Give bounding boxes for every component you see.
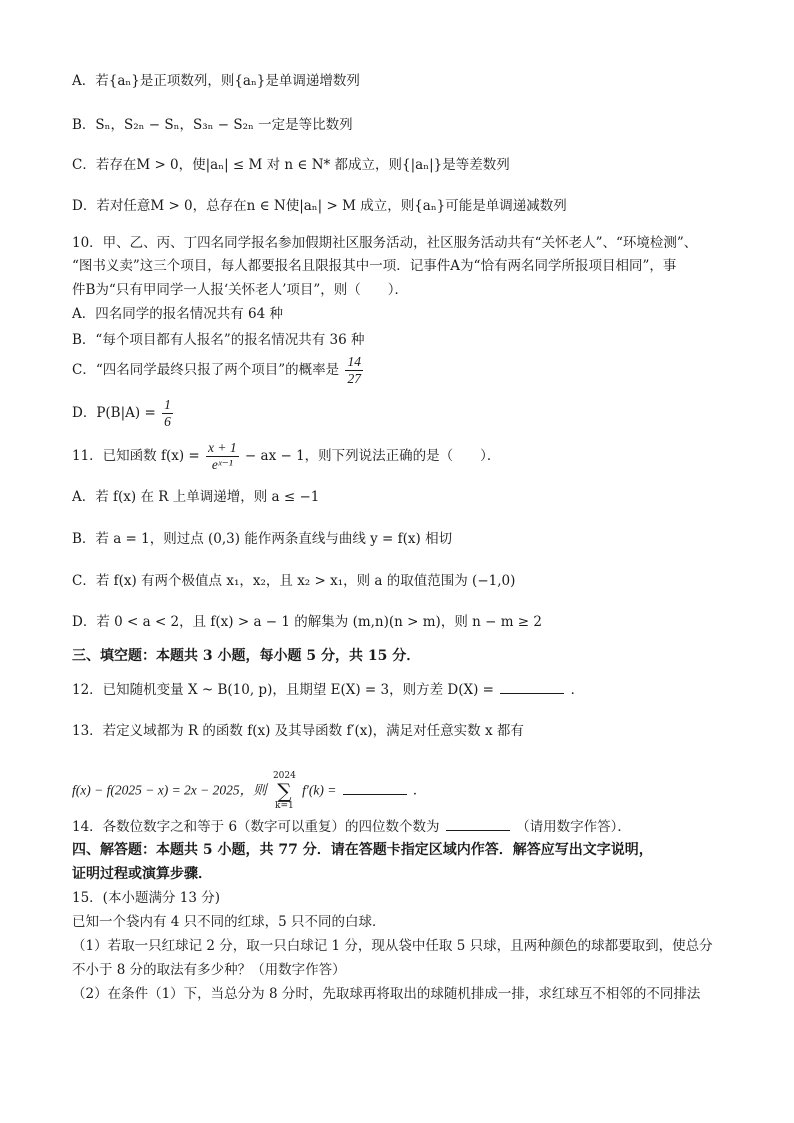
q13-line1: 13．若定义域都为 R 的函数 f(x) 及其导函数 f′(x)，满足对任意实数 x 都有 (72, 723, 524, 739)
section-4-heading-line1: 四、解答题：本题共 5 小题，共 77 分．请在答题卡指定区域内作答．解答应写出文字说明， (72, 842, 653, 858)
q10-option-a: A．四名同学的报名情况共有 64 种 (72, 306, 284, 322)
q12 (72, 679, 584, 700)
q14-answer-blank[interactable] (446, 816, 510, 831)
q15-heading: 15．(本小题满分 13 分) (72, 890, 220, 906)
q13-sum-term: f′(k) = (302, 782, 337, 798)
q12-text: 12．已知随机变量 X ~ B(10, p)，且期望 E(X) = 3，则方差 D(X) = (72, 682, 494, 698)
q11-stem (72, 440, 500, 473)
q10-option-d-text: D．P(B|A) = (72, 405, 156, 421)
q11-stem-numerator: x + 1 (208, 440, 237, 455)
q13-end: ． (412, 782, 427, 799)
section-4-heading-line2: 证明过程或演算步骤． (72, 866, 212, 882)
q11-stem-pre: 11．已知函数 f(x) = (72, 448, 200, 464)
q12-end: ． (570, 682, 585, 698)
q9-option-a: A．若{aₙ}是正项数列，则{aₙ}是单调递增数列 (72, 73, 360, 89)
q10-stem-line1: 10．甲、乙、丙、丁四名同学报名参加假期社区服务活动，社区服务活动共有“关怀老人”、“环境检测”、 (72, 235, 698, 251)
q10-stem-line2: “图书义卖”这三个项目，每人都要报名且限报其中一项．记事件A为“恰有两名同学所报项目相同”，事 (72, 258, 677, 274)
q10-option-d-fraction (162, 397, 173, 430)
q15-part1-line1: （1）若取一只红球记 2 分，取一只白球记 1 分，现从袋中任取 5 只球，且两种颜色的球都要取到，使总分 (72, 938, 713, 954)
q11-stem-fraction (206, 440, 239, 473)
q11-stem-post: − ax − 1，则下列说法正确的是（ ）． (244, 448, 501, 464)
q15-part2: （2）在条件（1）下，当总分为 8 分时，先取球再将取出的球随机排成一排，求红球互不相邻的不同排法 (72, 986, 701, 1002)
q13-sum-symbol: ∑ (277, 779, 292, 803)
q10-option-d-denominator: 6 (164, 414, 171, 429)
section-3-heading: 三、填空题：本题共 3 小题，每小题 5 分，共 15 分． (72, 648, 421, 664)
q11-option-a: A．若 f(x) 在 R 上单调递增，则 a ≤ −1 (72, 489, 320, 505)
q10-option-c-text: C．“四名同学最终只报了两个项目”的概率是 (72, 362, 340, 378)
q10-option-d-numerator: 1 (164, 397, 171, 412)
q11-option-c: C．若 f(x) 有两个极值点 x₁，x₂，且 x₂ > x₁，则 a 的取值范围为 (−1,0) (72, 573, 516, 589)
q10-option-c (72, 354, 365, 387)
q11-option-d: D．若 0 < a < 2，且 f(x) > a − 1 的解集为 (m,n)(n > m)，则 n − m ≥ 2 (72, 614, 542, 630)
q10-option-d (72, 397, 175, 430)
q11-option-b: B．若 a = 1，则过点 (0,3) 能作两条直线与曲线 y = f(x) 相切 (72, 531, 453, 547)
q13-equation: f(x) − f(2025 − x) = 2x − 2025，则 (72, 782, 267, 798)
q13-answer-blank[interactable] (343, 780, 407, 795)
q13-line2 (72, 771, 426, 811)
q9-option-d: D．若对任意M > 0，总存在n ∈ N使|aₙ| > M 成立，则{aₙ}可能是单调递减数列 (72, 198, 567, 214)
q15-given: 已知一个袋内有 4 只不同的红球，5 只不同的白球． (72, 914, 386, 930)
q13-sum-upper: 2024 (272, 771, 296, 781)
q10-option-c-numerator: 14 (347, 354, 361, 369)
q13-summation (273, 771, 296, 811)
q14-end: （请用数字作答）． (516, 819, 631, 835)
q10-stem-line3: 件B为“只有甲同学一人报‘关怀老人’项目”，则（ ）． (72, 282, 409, 298)
q12-answer-blank[interactable] (500, 679, 564, 694)
q9-option-c: C．若存在M > 0，使|aₙ| ≤ M 对 n ∈ N* 都成立，则{|aₙ|}是等差数列 (72, 157, 510, 173)
q14-text: 14．各数位数字之和等于 6（数字可以重复）的四位数个数为 (72, 819, 440, 835)
q14 (72, 816, 631, 837)
q9-option-b: B．Sₙ，S₂ₙ − Sₙ，S₃ₙ − S₂ₙ 一定是等比数列 (72, 117, 353, 133)
q15-part1-line2: 不小于 8 分的取法有多少种？（用数字作答） (72, 962, 346, 978)
q10-option-c-fraction (345, 354, 363, 387)
q10-option-c-denominator: 27 (347, 371, 361, 386)
q10-option-b: B．“每个项目都有人报名”的报名情况共有 36 种 (72, 332, 365, 348)
q11-stem-denominator: eˣ⁻¹ (211, 457, 233, 472)
q13-sum-lower: k=1 (275, 801, 294, 811)
